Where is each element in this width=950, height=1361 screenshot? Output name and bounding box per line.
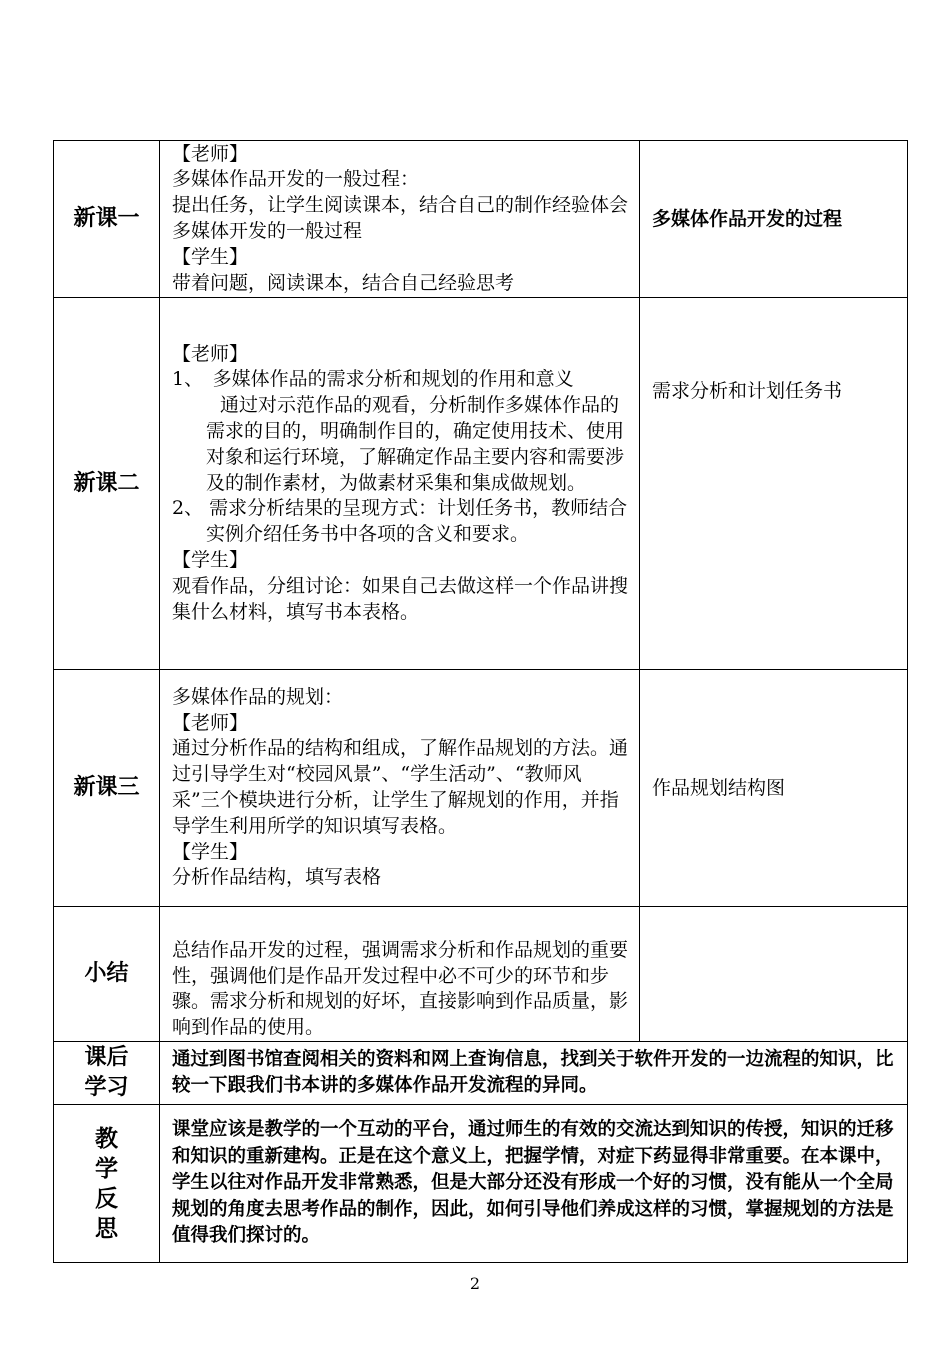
row-note-summary: [640, 907, 908, 1042]
after-class-label: 课后学习: [84, 1045, 129, 1100]
text-line: 【学生】: [172, 548, 249, 571]
text-line: 2、 需求分析结果的呈现方式：计划任务书，教师结合实例介绍任务书中各项的含义和要求。: [172, 497, 628, 546]
text-line: 【老师】: [172, 711, 249, 734]
table-row: [54, 298, 908, 670]
text-line: 【老师】: [172, 342, 249, 365]
row-note-new-lesson-3: 作品规划结构图: [640, 670, 908, 907]
table-row: [54, 670, 908, 907]
row-label-after-class: [54, 1042, 160, 1105]
page-number: 2: [469, 1274, 481, 1293]
text-line: 【学生】: [172, 840, 249, 863]
row-content-new-lesson-2: [160, 298, 640, 670]
row-content-new-lesson-1: [160, 141, 640, 298]
table-row: [54, 907, 908, 1042]
row-label-reflection: [54, 1105, 160, 1263]
row-note-new-lesson-2: 需求分析和计划任务书: [640, 298, 908, 670]
row-note-new-lesson-1: 多媒体作品开发的过程: [640, 141, 908, 298]
text-line: 带着问题，阅读课本，结合自己经验思考: [172, 271, 515, 294]
row-label-new-lesson-1: 新课一: [54, 141, 160, 298]
text-line: 分析作品结构，填写表格: [172, 866, 382, 889]
row-content-new-lesson-3: [160, 670, 640, 907]
row-label-new-lesson-3: 新课三: [54, 670, 160, 907]
table-row: [54, 1042, 908, 1105]
lesson-plan-table: [53, 140, 908, 1263]
row-content-reflection: 课堂应该是教学的一个互动的平台，通过师生的有效的交流达到知识的传授，知识的迁移和知识的重新建构。正是在这个意义上，把握学情，对症下药显得非常重要。在本课中，学生以往对作品开发非常熟悉，但是大部分还没有形成一个好的习惯，没有能从一个全局规划的角度去思考作品的制作，因此，如何引导他们养成这样的习惯，掌握规划的方法是值得我们探讨的。: [160, 1105, 908, 1263]
text-line: 观看作品，分组讨论：如果自己去做这样一个作品讲搜集什么材料，填写书本表格。: [172, 574, 629, 623]
text-line: 多媒体作品开发的一般过程：: [172, 168, 420, 191]
text-line: 多媒体作品的规划：: [172, 685, 344, 708]
text-line: 提出任务，让学生阅读课本，结合自己的制作经验体会多媒体开发的一般过程: [172, 194, 629, 242]
row-content-after-class: 通过到图书馆查阅相关的资料和网上查询信息，找到关于软件开发的一边流程的知识，比较一下跟我们书本讲的多媒体作品开发流程的异同。: [160, 1042, 908, 1105]
table-row: [54, 141, 908, 298]
text-line: 通过分析作品的结构和组成，了解作品规划的方法。通过引导学生对“校园风景”、“学生活动”、“教师风采”三个模块进行分析，让学生了解规划的作用，并指导学生利用所学的知识填写表格。: [172, 737, 629, 837]
table-row: [54, 1105, 908, 1263]
text-line: 【老师】: [172, 142, 249, 165]
text-line: 总结作品开发的过程，强调需求分析和作品规划的重要性，强调他们是作品开发过程中必不可少的环节和步骤。需求分析和规划的好坏，直接影响到作品质量，影响到作品的使用。: [172, 938, 629, 1039]
row-label-new-lesson-2: 新课二: [54, 298, 160, 670]
reflection-label: 教学反思: [95, 1125, 118, 1242]
text-line: 1、 多媒体作品的需求分析和规划的作用和意义: [172, 368, 574, 391]
row-content-summary: [160, 907, 640, 1042]
text-line: 【学生】: [172, 245, 249, 268]
row-label-summary: 小结: [54, 907, 160, 1042]
text-line: 通过对示范作品的观看，分析制作多媒体作品的需求的目的，明确制作目的，确定使用技术、使用对象和运行环境，了解确定作品主要内容和需要涉及的制作素材，为做素材采集和集成做规划。: [206, 394, 625, 494]
